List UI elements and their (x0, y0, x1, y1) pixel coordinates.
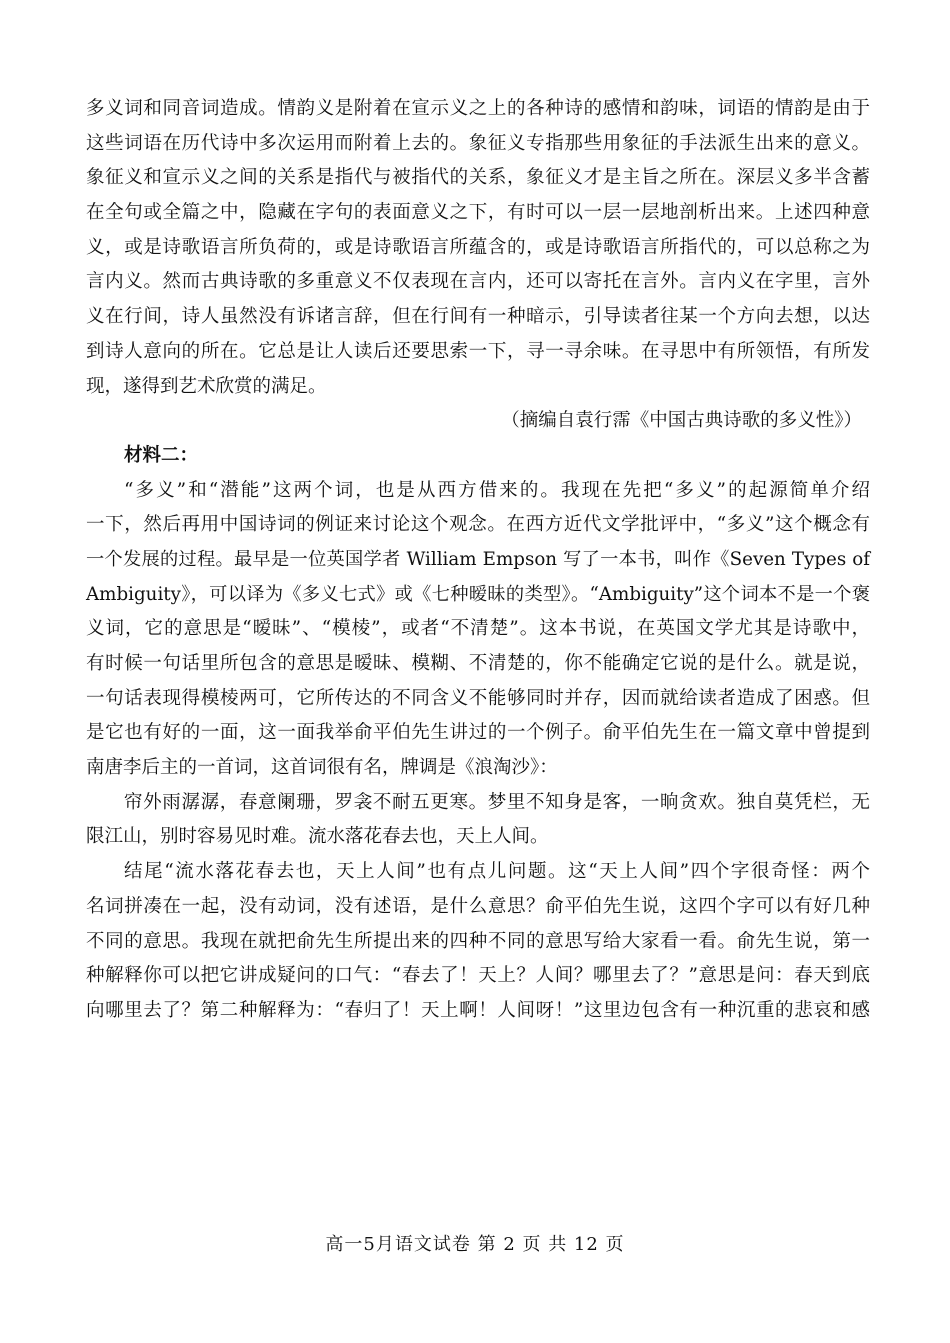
text-line: 义词，它的意思是“暧昧”、“模棱”，或者“不清楚”。这本书说，在英国文学尤其是诗歌中， (86, 618, 870, 640)
text-line: 多义词和同音词造成。情韵义是附着在宣示义之上的各种诗的感情和韵味，词语的情韵是由于 (86, 98, 870, 119)
text-line: 这些词语在历代诗中多次运用而附着上去的。象征义专指那些用象征的手法派生出来的意义。 (86, 132, 870, 154)
poem-line: 限江山，别时容易见时难。流水落花春去也，天上人间。 (86, 826, 549, 848)
text-line: 向哪里去了？第二种解释为：“春归了！天上啊！人间呀！”这里边包含有一种沉重的悲哀和感 (86, 999, 870, 1021)
text-line: 一下，然后再用中国诗词的例证来讨论这个观念。在西方近代文学批评中，“多义”这个概念有 (86, 514, 870, 536)
source-citation: （摘编自袁行霈《中国古典诗歌的多义性》） (501, 410, 862, 432)
passage-one (86, 92, 870, 439)
text-line: 现，遂得到艺术欣赏的满足。 (86, 375, 327, 397)
text-line: “多义”和“潜能”这两个词，也是从西方借来的。我现在先把“多义”的起源简单介绍 (124, 479, 870, 501)
text-line: 一个发展的过程。最早是一位英国学者 William Empson 写了一本书，叫作《Seven Types of (86, 548, 870, 570)
text-line: 名词拼凑在一起，没有动词，没有述语，是什么意思？俞平伯先生说，这四个字可以有好几种 (86, 895, 870, 917)
section-heading: 材料二： (124, 444, 199, 466)
text-line: Ambiguity》，可以译为《多义七式》或《七种暧昧的类型》。“Ambiguity”这个词本不是一个褒 (86, 583, 870, 605)
text-line: 到诗人意向的所在。它总是让人读后还要思索一下，寻一寻余味。在寻思中有所领悟，有所发 (86, 340, 870, 362)
text-line: 是它也有好的一面，这一面我举俞平伯先生讲过的一个例子。俞平伯先生在一篇文章中曾提到 (86, 722, 870, 744)
text-line: 有时候一句话里所包含的意思是暧昧、模糊、不清楚的，你不能确定它说的是什么。就是说， (86, 653, 870, 674)
material-two (86, 439, 870, 1029)
text-line: 不同的意思。我现在就把俞先生所提出来的四种不同的意思写给大家看一看。俞先生说，第一 (86, 930, 870, 952)
text-line: 义在行间，诗人虽然没有诉诸言辞，但在行间有一种暗示，引导读者往某一个方向去想，以达 (86, 306, 870, 328)
document-page (86, 92, 870, 1029)
text-line: 在全句或全篇之中，隐藏在字句的表面意义之下，有时可以一层一层地剖析出来。上述四种意 (86, 202, 870, 224)
text-line: 义，或是诗歌语言所负荷的，或是诗歌语言所蕴含的，或是诗歌语言所指代的，可以总称之为 (86, 236, 870, 258)
text-line: 言内义。然而古典诗歌的多重意义不仅表现在言内，还可以寄托在言外。言内义在字里，言外 (86, 271, 870, 293)
text-line: 种解释你可以把它讲成疑问的口气：“春去了！天上？人间？哪里去了？”意思是问：春天到底 (86, 965, 870, 987)
poem-line: 帘外雨潺潺，春意阑珊，罗衾不耐五更寒。梦里不知身是客，一晌贪欢。独自莫凭栏，无 (124, 791, 870, 813)
page-footer: 高一5月语文试卷 第 2 页 共 12 页 (325, 1234, 625, 1255)
text-line: 南唐李后主的一首词，这首词很有名，牌调是《浪淘沙》： (86, 757, 558, 779)
text-line: 一句话表现得模棱两可，它所传达的不同含义不能够同时并存，因而就给读者造成了困惑。但 (86, 687, 870, 709)
text-line: 结尾“流水落花春去也，天上人间”也有点儿问题。这“天上人间”四个字很奇怪：两个 (124, 861, 870, 883)
text-line: 象征义和宣示义之间的关系是指代与被指代的关系，象征义才是主旨之所在。深层义多半含蓄 (86, 167, 870, 189)
